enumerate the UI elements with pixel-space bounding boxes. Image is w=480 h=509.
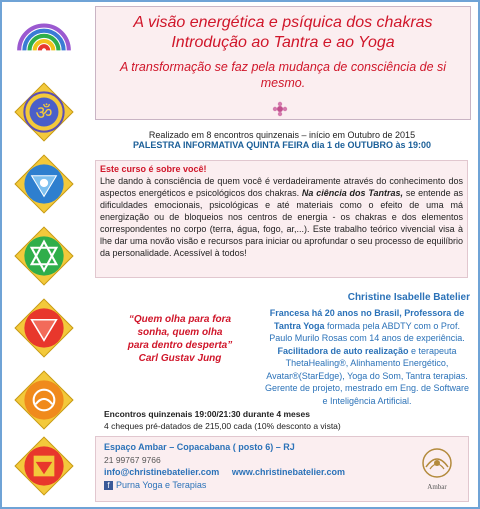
meetings-line-2: 4 cheques pré-datados de 215,00 cada (10% desconto a vista): [104, 421, 341, 431]
logo-text: Ambar: [427, 483, 447, 491]
third-eye-chakra-icon: [8, 82, 80, 142]
author-bio: [262, 307, 472, 407]
intro-question: Este curso é sobre você!: [100, 164, 207, 174]
header-panel: [95, 6, 471, 120]
social-page-link[interactable]: Purna Yoga e Terapias: [116, 479, 207, 490]
schedule-block: [95, 130, 469, 150]
bio-highlight-2: Facilitadora de auto realização: [277, 345, 409, 356]
root-chakra-icon: [8, 436, 80, 496]
intro-text-2: se entende as dificuldades emocionais, psicológicas e até materiais como o efeito de uma má energização ou de bloqueios nos centros de energia - os chakras e dos elementos correspondentes no corpo (terra, água, fogo, ar,...). Este trabalho teórico vivencial visa à lhe dar uma novão visão e recursos para iniciar ou aprofundar o seu processo de equilíbrio da personalidade. Acessível à todos!: [100, 188, 463, 258]
intro-panel: [95, 160, 468, 278]
website-link[interactable]: www.christinebatelier.com: [231, 467, 346, 477]
contact-panel: [95, 436, 469, 502]
bio-text-2: e terapeuta ThetaHealing®, Alinhamento Energético, Avatar®(StarEdge), Yoga do Som, Tantra terapias. Gerente de projeto, mestrado em Eng. de Software e Inteligência Artificial.: [264, 345, 470, 406]
chakra-column: [4, 4, 84, 504]
facebook-icon[interactable]: f: [104, 481, 113, 490]
quote-line-2: sonha, quem olha: [137, 327, 223, 338]
intro-emphasis: Na ciência dos Tantras,: [301, 188, 404, 198]
quote-attribution: Carl Gustav Jung: [138, 353, 222, 364]
subtitle: A transformação se faz pela mudança de consciência de si mesmo.: [119, 60, 447, 90]
jung-quote: [100, 313, 260, 365]
solar-plexus-chakra-icon: [8, 298, 80, 358]
email-link[interactable]: info@christinebatelier.com: [104, 467, 220, 477]
intro-paragraph: [100, 175, 463, 259]
ambar-logo-icon: [416, 445, 458, 493]
title-line-2: Introdução ao Tantra e ao Yoga: [171, 34, 395, 51]
phone-number[interactable]: 21 99767 9766: [104, 454, 161, 465]
quote-line-1: “Quem olha para fora: [128, 314, 232, 325]
title-line-1: A visão energética e psíquica dos chakras: [133, 14, 433, 31]
bio-highlight-1: Francesa há 20 anos no Brasil, Professora de Tantra Yoga: [269, 308, 465, 331]
author-name: Christine Isabelle Batelier: [347, 292, 470, 303]
schedule-line-1: Realizado em 8 encontros quinzenais – início em Outubro de 2015: [148, 130, 416, 140]
quote-line-3: para dentro desperta”: [127, 340, 233, 351]
bio-text-1: formada pela ABDTY com o Prof. Paulo Murilo Rosas com 14 anos de experiência.: [269, 320, 465, 343]
schedule-line-2: PALESTRA INFORMATIVA QUINTA FEIRA dia 1 de OUTUBRO às 19:00: [132, 140, 432, 150]
meetings-info: [104, 408, 464, 432]
venue-address: Espaço Ambar – Copacabana ( posto 6) – RJ: [104, 442, 295, 452]
intro-text-1: Lhe dando à consciência de quem você é verdadeiramente através do conhecimento dos aspectos energéticos e psicológicos dos chakras.: [100, 176, 463, 198]
lotus-ornament-icon: [272, 101, 288, 117]
sacral-chakra-icon: [8, 370, 80, 430]
throat-chakra-icon: [8, 154, 80, 214]
meetings-line-1: Encontros quinzenais 19:00/21:30 durante 4 meses: [104, 409, 310, 419]
crown-chakra-icon: [8, 10, 80, 70]
svg-text:ॐ: ॐ: [35, 103, 53, 125]
heart-chakra-icon: [8, 226, 80, 286]
